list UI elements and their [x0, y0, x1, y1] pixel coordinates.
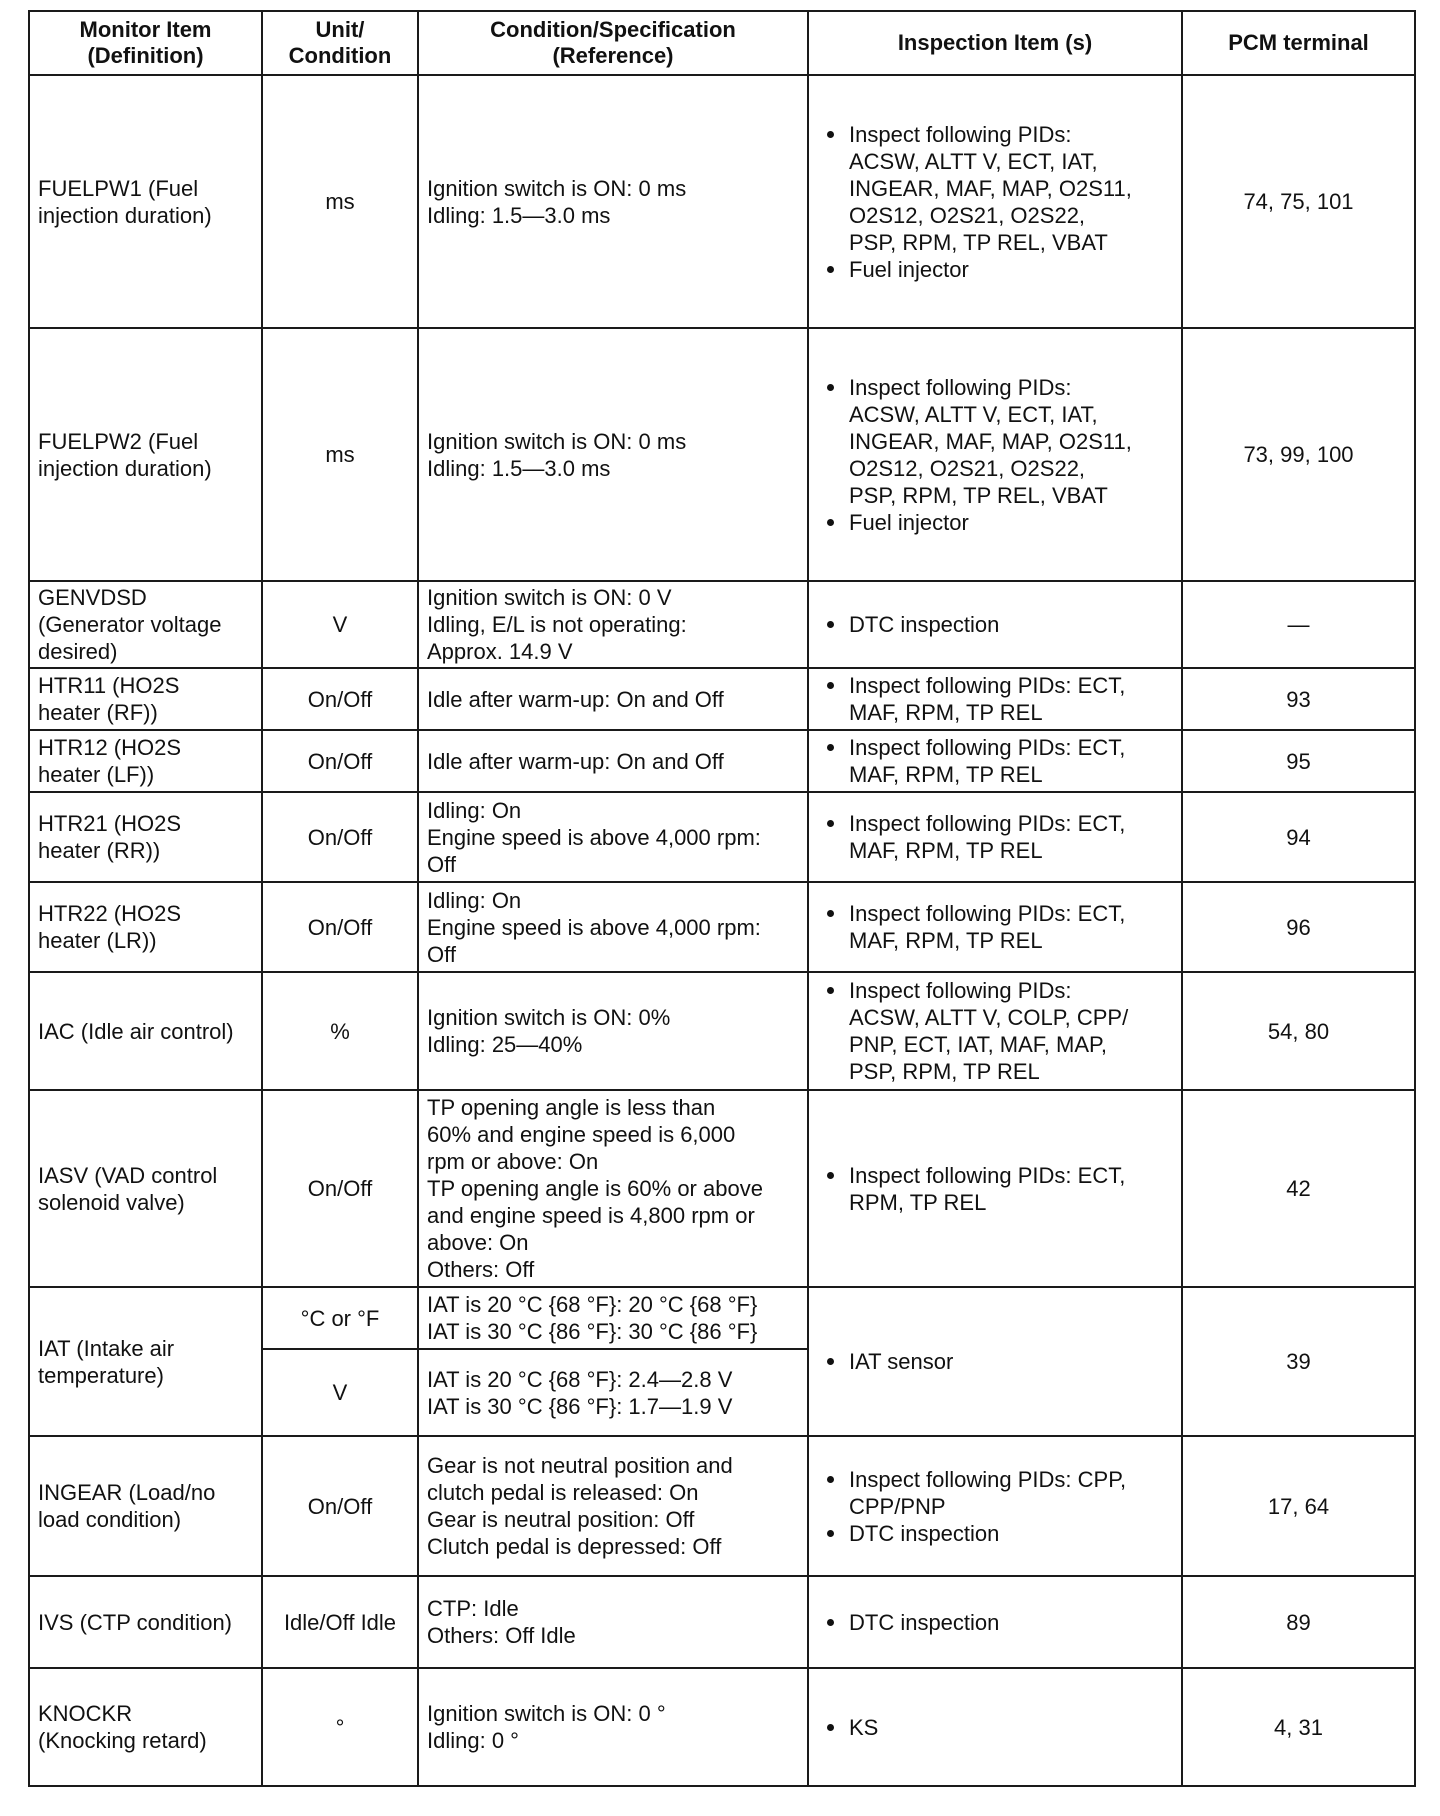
unit-text: On/Off [307, 1176, 373, 1201]
inspection-bullet-list [817, 1348, 1173, 1375]
table-header-row [29, 11, 1415, 75]
text-line: solenoid valve) [38, 1189, 185, 1215]
text-line: clutch pedal is released: On [427, 1480, 699, 1505]
condition-cell [418, 730, 808, 792]
monitor-item-cell [29, 730, 262, 792]
condition-cell [418, 882, 808, 972]
header-monitor-item: Monitor Item (Definition) [29, 11, 262, 75]
condition-cell [418, 1436, 808, 1576]
text-line: Off [427, 941, 456, 967]
monitor-item-cell [29, 75, 262, 328]
pcm-terminal-cell [1182, 328, 1415, 581]
unit-cell [262, 792, 418, 882]
header-inspection-items: Inspection Item (s) [808, 11, 1182, 75]
unit-cell [262, 1436, 418, 1576]
unit-text: On/Off [307, 914, 373, 940]
table-row [29, 75, 1415, 328]
inspection-bullet-item [817, 1714, 1173, 1741]
table-row [29, 792, 1415, 882]
text-line: IAC (Idle air control) [38, 1018, 234, 1044]
unit-text: ms [325, 442, 355, 467]
text-line: FUELPW1 (Fuel [38, 175, 199, 201]
inspection-text: Inspect following PIDs: ECT, [849, 811, 1126, 836]
unit-text: % [330, 1018, 350, 1044]
inspection-bullet-item [817, 374, 1173, 509]
pcm-terminal-cell [1182, 581, 1415, 668]
inspection-text: ACSW, ALTT V, COLP, CPP/ [849, 1005, 1129, 1030]
unit-cell [262, 668, 418, 730]
unit-cell [262, 1668, 418, 1786]
condition-cell [418, 75, 808, 328]
text-line: Idling: 0 ° [427, 1728, 519, 1753]
monitor-item-cell [29, 1576, 262, 1668]
inspection-bullet-list [817, 672, 1173, 726]
inspection-bullet-list [817, 810, 1173, 864]
text-line: KNOCKR [38, 1701, 133, 1726]
inspection-bullet-list [817, 121, 1173, 283]
unit-cell [262, 1090, 418, 1287]
condition-cell [418, 328, 808, 581]
inspection-text: MAF, RPM, TP REL [849, 762, 1043, 787]
table-row [29, 1090, 1415, 1287]
inspection-text: MAF, RPM, TP REL [849, 700, 1043, 725]
inspection-cell [808, 882, 1182, 972]
table-row [29, 1668, 1415, 1786]
table-row [29, 882, 1415, 972]
header-condition-specification: Condition/Specification (Reference) [418, 11, 808, 75]
inspection-text: DTC inspection [849, 1520, 1000, 1546]
inspection-text: Fuel injector [849, 509, 969, 535]
pcm-terminal-cell [1182, 882, 1415, 972]
unit-text: ms [325, 189, 355, 214]
text-line: (Knocking retard) [38, 1728, 207, 1753]
monitor-item-cell [29, 328, 262, 581]
text-line: injection duration) [38, 202, 212, 228]
condition-cell [418, 581, 808, 668]
text-line: desired) [38, 639, 118, 664]
unit-cell [262, 75, 418, 328]
monitor-item-cell [29, 581, 262, 668]
inspection-cell [808, 1436, 1182, 1576]
monitor-item-cell [29, 1436, 262, 1576]
text-line: Idling: On [427, 887, 522, 913]
inspection-cell [808, 730, 1182, 792]
unit-text: On/Off [307, 1493, 373, 1519]
inspection-text: PSP, RPM, TP REL, VBAT [849, 482, 1108, 508]
unit-cell [262, 1576, 418, 1668]
inspection-text: Inspect following PIDs: ECT, [849, 673, 1126, 698]
inspection-text: Inspect following PIDs: ECT, [849, 1162, 1126, 1188]
inspection-bullet-item [817, 672, 1173, 726]
condition-cell [418, 1090, 808, 1287]
text-line: CTP: Idle [427, 1596, 519, 1621]
text-line: Engine speed is above 4,000 rpm: [427, 824, 761, 850]
inspection-bullet-item [817, 1609, 1173, 1636]
text-line: Idling: 1.5—3.0 ms [427, 202, 611, 228]
unit-cell [262, 1287, 418, 1349]
inspection-bullet-item [817, 1348, 1173, 1375]
inspection-text: Inspect following PIDs: [849, 978, 1072, 1003]
pcm-terminal-cell [1182, 972, 1415, 1090]
unit-cell [262, 328, 418, 581]
inspection-bullet-list [817, 977, 1173, 1085]
pcm-terminal-text: 17, 64 [1267, 1493, 1330, 1519]
pcm-terminal-cell [1182, 75, 1415, 328]
inspection-text: ACSW, ALTT V, ECT, IAT, [849, 401, 1098, 427]
monitor-item-cell [29, 1668, 262, 1786]
inspection-bullet-item [817, 1466, 1173, 1520]
text-line: FUELPW2 (Fuel [38, 428, 199, 454]
inspection-cell [808, 668, 1182, 730]
table-row [29, 972, 1415, 1090]
inspection-bullet-list [817, 900, 1173, 954]
text-line: temperature) [38, 1362, 164, 1388]
inspection-bullet-item [817, 256, 1173, 283]
inspection-cell [808, 328, 1182, 581]
inspection-cell [808, 1287, 1182, 1436]
text-line: Ignition switch is ON: 0 V [427, 585, 672, 610]
inspection-text: O2S12, O2S21, O2S22, [849, 455, 1086, 481]
text-line: Ignition switch is ON: 0% [427, 1005, 671, 1030]
condition-cell [418, 1287, 808, 1349]
text-line: IASV (VAD control [38, 1162, 218, 1188]
table-row [29, 1436, 1415, 1576]
inspection-text: MAF, RPM, TP REL [849, 928, 1043, 953]
inspection-cell [808, 972, 1182, 1090]
text-line: heater (LR)) [38, 928, 157, 953]
text-line: INGEAR (Load/no [38, 1480, 216, 1505]
text-line: IAT is 30 °C {86 °F}: 1.7—1.9 V [427, 1393, 733, 1419]
pcm-terminal-text: 39 [1286, 1349, 1311, 1374]
inspection-cell [808, 1090, 1182, 1287]
inspection-cell [808, 581, 1182, 668]
inspection-cell [808, 792, 1182, 882]
table-row [29, 1576, 1415, 1668]
table-row [29, 668, 1415, 730]
inspection-bullet-item [817, 509, 1173, 536]
monitor-item-cell [29, 1287, 262, 1436]
inspection-bullet-list [817, 611, 1173, 638]
unit-text: °C or °F [300, 1305, 380, 1331]
text-line: IAT is 20 °C {68 °F}: 20 °C {68 °F} [427, 1292, 758, 1317]
inspection-text: Inspect following PIDs: ECT, [849, 901, 1126, 926]
text-line: Idling: 1.5—3.0 ms [427, 455, 611, 481]
text-line: above: On [427, 1230, 529, 1255]
inspection-text: Inspect following PIDs: [849, 121, 1072, 147]
unit-text: Idle/Off Idle [283, 1609, 397, 1635]
pcm-terminal-text: 96 [1286, 914, 1311, 940]
inspection-text: RPM, TP REL [849, 1189, 987, 1215]
text-line: HTR12 (HO2S [38, 735, 182, 760]
text-line: injection duration) [38, 455, 212, 481]
unit-cell [262, 972, 418, 1090]
pcm-terminal-text: 89 [1286, 1609, 1311, 1635]
pcm-terminal-text: 95 [1286, 748, 1311, 774]
monitor-item-cell [29, 882, 262, 972]
inspection-bullet-list [817, 1466, 1173, 1547]
text-line: heater (LF)) [38, 762, 155, 787]
text-line: IAT is 30 °C {86 °F}: 30 °C {86 °F} [427, 1319, 758, 1344]
text-line: Others: Off [427, 1257, 535, 1282]
inspection-bullet-item [817, 810, 1173, 864]
text-line: Off [427, 851, 456, 877]
inspection-bullet-item [817, 1162, 1173, 1216]
unit-cell [262, 882, 418, 972]
text-line: load condition) [38, 1507, 182, 1532]
text-line: HTR21 (HO2S [38, 811, 182, 836]
pcm-terminal-text: 93 [1286, 686, 1311, 712]
text-line: 60% and engine speed is 6,000 [427, 1122, 736, 1147]
inspection-text: MAF, RPM, TP REL [849, 838, 1043, 863]
inspection-bullet-item [817, 977, 1173, 1085]
inspection-text: PSP, RPM, TP REL [849, 1059, 1040, 1084]
unit-text: V [332, 612, 348, 637]
text-line: Others: Off Idle [427, 1623, 576, 1648]
condition-cell [418, 972, 808, 1090]
inspection-text: O2S12, O2S21, O2S22, [849, 202, 1086, 228]
text-line: TP opening angle is less than [427, 1095, 716, 1120]
pcm-terminal-cell [1182, 1576, 1415, 1668]
unit-text: On/Off [307, 824, 373, 850]
condition-cell [418, 792, 808, 882]
inspection-text: Inspect following PIDs: [849, 374, 1072, 400]
pid-monitor-table [28, 10, 1416, 1787]
condition-cell [418, 668, 808, 730]
inspection-bullet-list [817, 374, 1173, 536]
text-line: IAT is 20 °C {68 °F}: 2.4—2.8 V [427, 1366, 733, 1392]
text-line: IVS (CTP condition) [38, 1609, 233, 1635]
inspection-cell [808, 75, 1182, 328]
inspection-text: ACSW, ALTT V, ECT, IAT, [849, 148, 1098, 174]
header-unit-condition: Unit/ Condition [262, 11, 418, 75]
condition-cell [418, 1576, 808, 1668]
pcm-terminal-text: 73, 99, 100 [1243, 442, 1354, 467]
text-line: Gear is not neutral position and [427, 1453, 733, 1478]
unit-cell [262, 730, 418, 792]
inspection-cell [808, 1576, 1182, 1668]
text-line: Gear is neutral position: Off [427, 1507, 695, 1532]
unit-cell [262, 1349, 418, 1436]
unit-text: V [332, 1380, 348, 1405]
inspection-text: Fuel injector [849, 256, 969, 282]
inspection-bullet-item [817, 611, 1173, 638]
inspection-text: CPP/PNP [849, 1493, 946, 1519]
pcm-terminal-cell [1182, 1090, 1415, 1287]
inspection-cell [808, 1668, 1182, 1786]
text-line: Idle after warm-up: On and Off [427, 686, 724, 712]
unit-text: On/Off [307, 686, 373, 712]
text-line: Ignition switch is ON: 0 ms [427, 428, 687, 454]
pcm-terminal-text: — [1287, 612, 1310, 637]
table-row [29, 328, 1415, 581]
unit-text: On/Off [307, 748, 373, 774]
text-line: Idling: 25—40% [427, 1032, 583, 1057]
unit-text: ° [335, 1714, 345, 1740]
inspection-bullet-list [817, 1714, 1173, 1741]
text-line: heater (RR)) [38, 838, 161, 863]
text-line: Engine speed is above 4,000 rpm: [427, 914, 761, 940]
inspection-bullet-list [817, 1162, 1173, 1216]
inspection-text: INGEAR, MAF, MAP, O2S11, [849, 428, 1132, 454]
pcm-terminal-text: 94 [1286, 824, 1311, 850]
text-line: Idle after warm-up: On and Off [427, 748, 724, 774]
text-line: Idling: On [427, 797, 522, 823]
pcm-terminal-text: 42 [1286, 1176, 1311, 1201]
text-line: Idling, E/L is not operating: [427, 612, 687, 637]
pcm-terminal-text: 54, 80 [1267, 1018, 1330, 1044]
monitor-item-cell [29, 668, 262, 730]
condition-cell [418, 1668, 808, 1786]
text-line: heater (RF)) [38, 700, 158, 725]
inspection-text: Inspect following PIDs: ECT, [849, 735, 1126, 760]
inspection-text: PSP, RPM, TP REL, VBAT [849, 229, 1108, 255]
text-line: Ignition switch is ON: 0 ms [427, 175, 687, 201]
inspection-text: PNP, ECT, IAT, MAF, MAP, [849, 1032, 1107, 1057]
document-page [28, 10, 1414, 1787]
inspection-bullet-item [817, 734, 1173, 788]
text-line: (Generator voltage [38, 612, 222, 637]
text-line: and engine speed is 4,800 rpm or [427, 1203, 755, 1228]
monitor-item-cell [29, 1090, 262, 1287]
inspection-text: Inspect following PIDs: CPP, [849, 1466, 1127, 1492]
inspection-bullet-list [817, 1609, 1173, 1636]
table-row [29, 1287, 1415, 1349]
pcm-terminal-text: 4, 31 [1274, 1714, 1323, 1740]
pcm-terminal-cell [1182, 1287, 1415, 1436]
inspection-bullet-item [817, 121, 1173, 256]
inspection-bullet-list [817, 734, 1173, 788]
pcm-terminal-text: 74, 75, 101 [1243, 189, 1354, 214]
inspection-text: IAT sensor [849, 1349, 954, 1374]
header-pcm-terminal: PCM terminal [1182, 11, 1415, 75]
text-line: HTR22 (HO2S [38, 901, 182, 926]
text-line: IAT (Intake air [38, 1335, 175, 1361]
table-row [29, 730, 1415, 792]
monitor-item-cell [29, 972, 262, 1090]
text-line: rpm or above: On [427, 1149, 599, 1174]
text-line: Clutch pedal is depressed: Off [427, 1534, 722, 1559]
inspection-text: DTC inspection [849, 1609, 1000, 1635]
text-line: GENVDSD [38, 585, 147, 610]
monitor-item-cell [29, 792, 262, 882]
inspection-text: INGEAR, MAF, MAP, O2S11, [849, 175, 1132, 201]
text-line: HTR11 (HO2S [38, 673, 180, 698]
text-line: Approx. 14.9 V [427, 639, 573, 664]
pcm-terminal-cell [1182, 730, 1415, 792]
inspection-bullet-item [817, 1520, 1173, 1547]
inspection-text: DTC inspection [849, 612, 1000, 637]
condition-cell [418, 1349, 808, 1436]
pcm-terminal-cell [1182, 668, 1415, 730]
inspection-text: KS [849, 1714, 879, 1740]
text-line: Ignition switch is ON: 0 ° [427, 1701, 666, 1726]
pcm-terminal-cell [1182, 792, 1415, 882]
pcm-terminal-cell [1182, 1436, 1415, 1576]
unit-cell [262, 581, 418, 668]
text-line: TP opening angle is 60% or above [427, 1176, 763, 1201]
table-row [29, 581, 1415, 668]
pcm-terminal-cell [1182, 1668, 1415, 1786]
inspection-bullet-item [817, 900, 1173, 954]
